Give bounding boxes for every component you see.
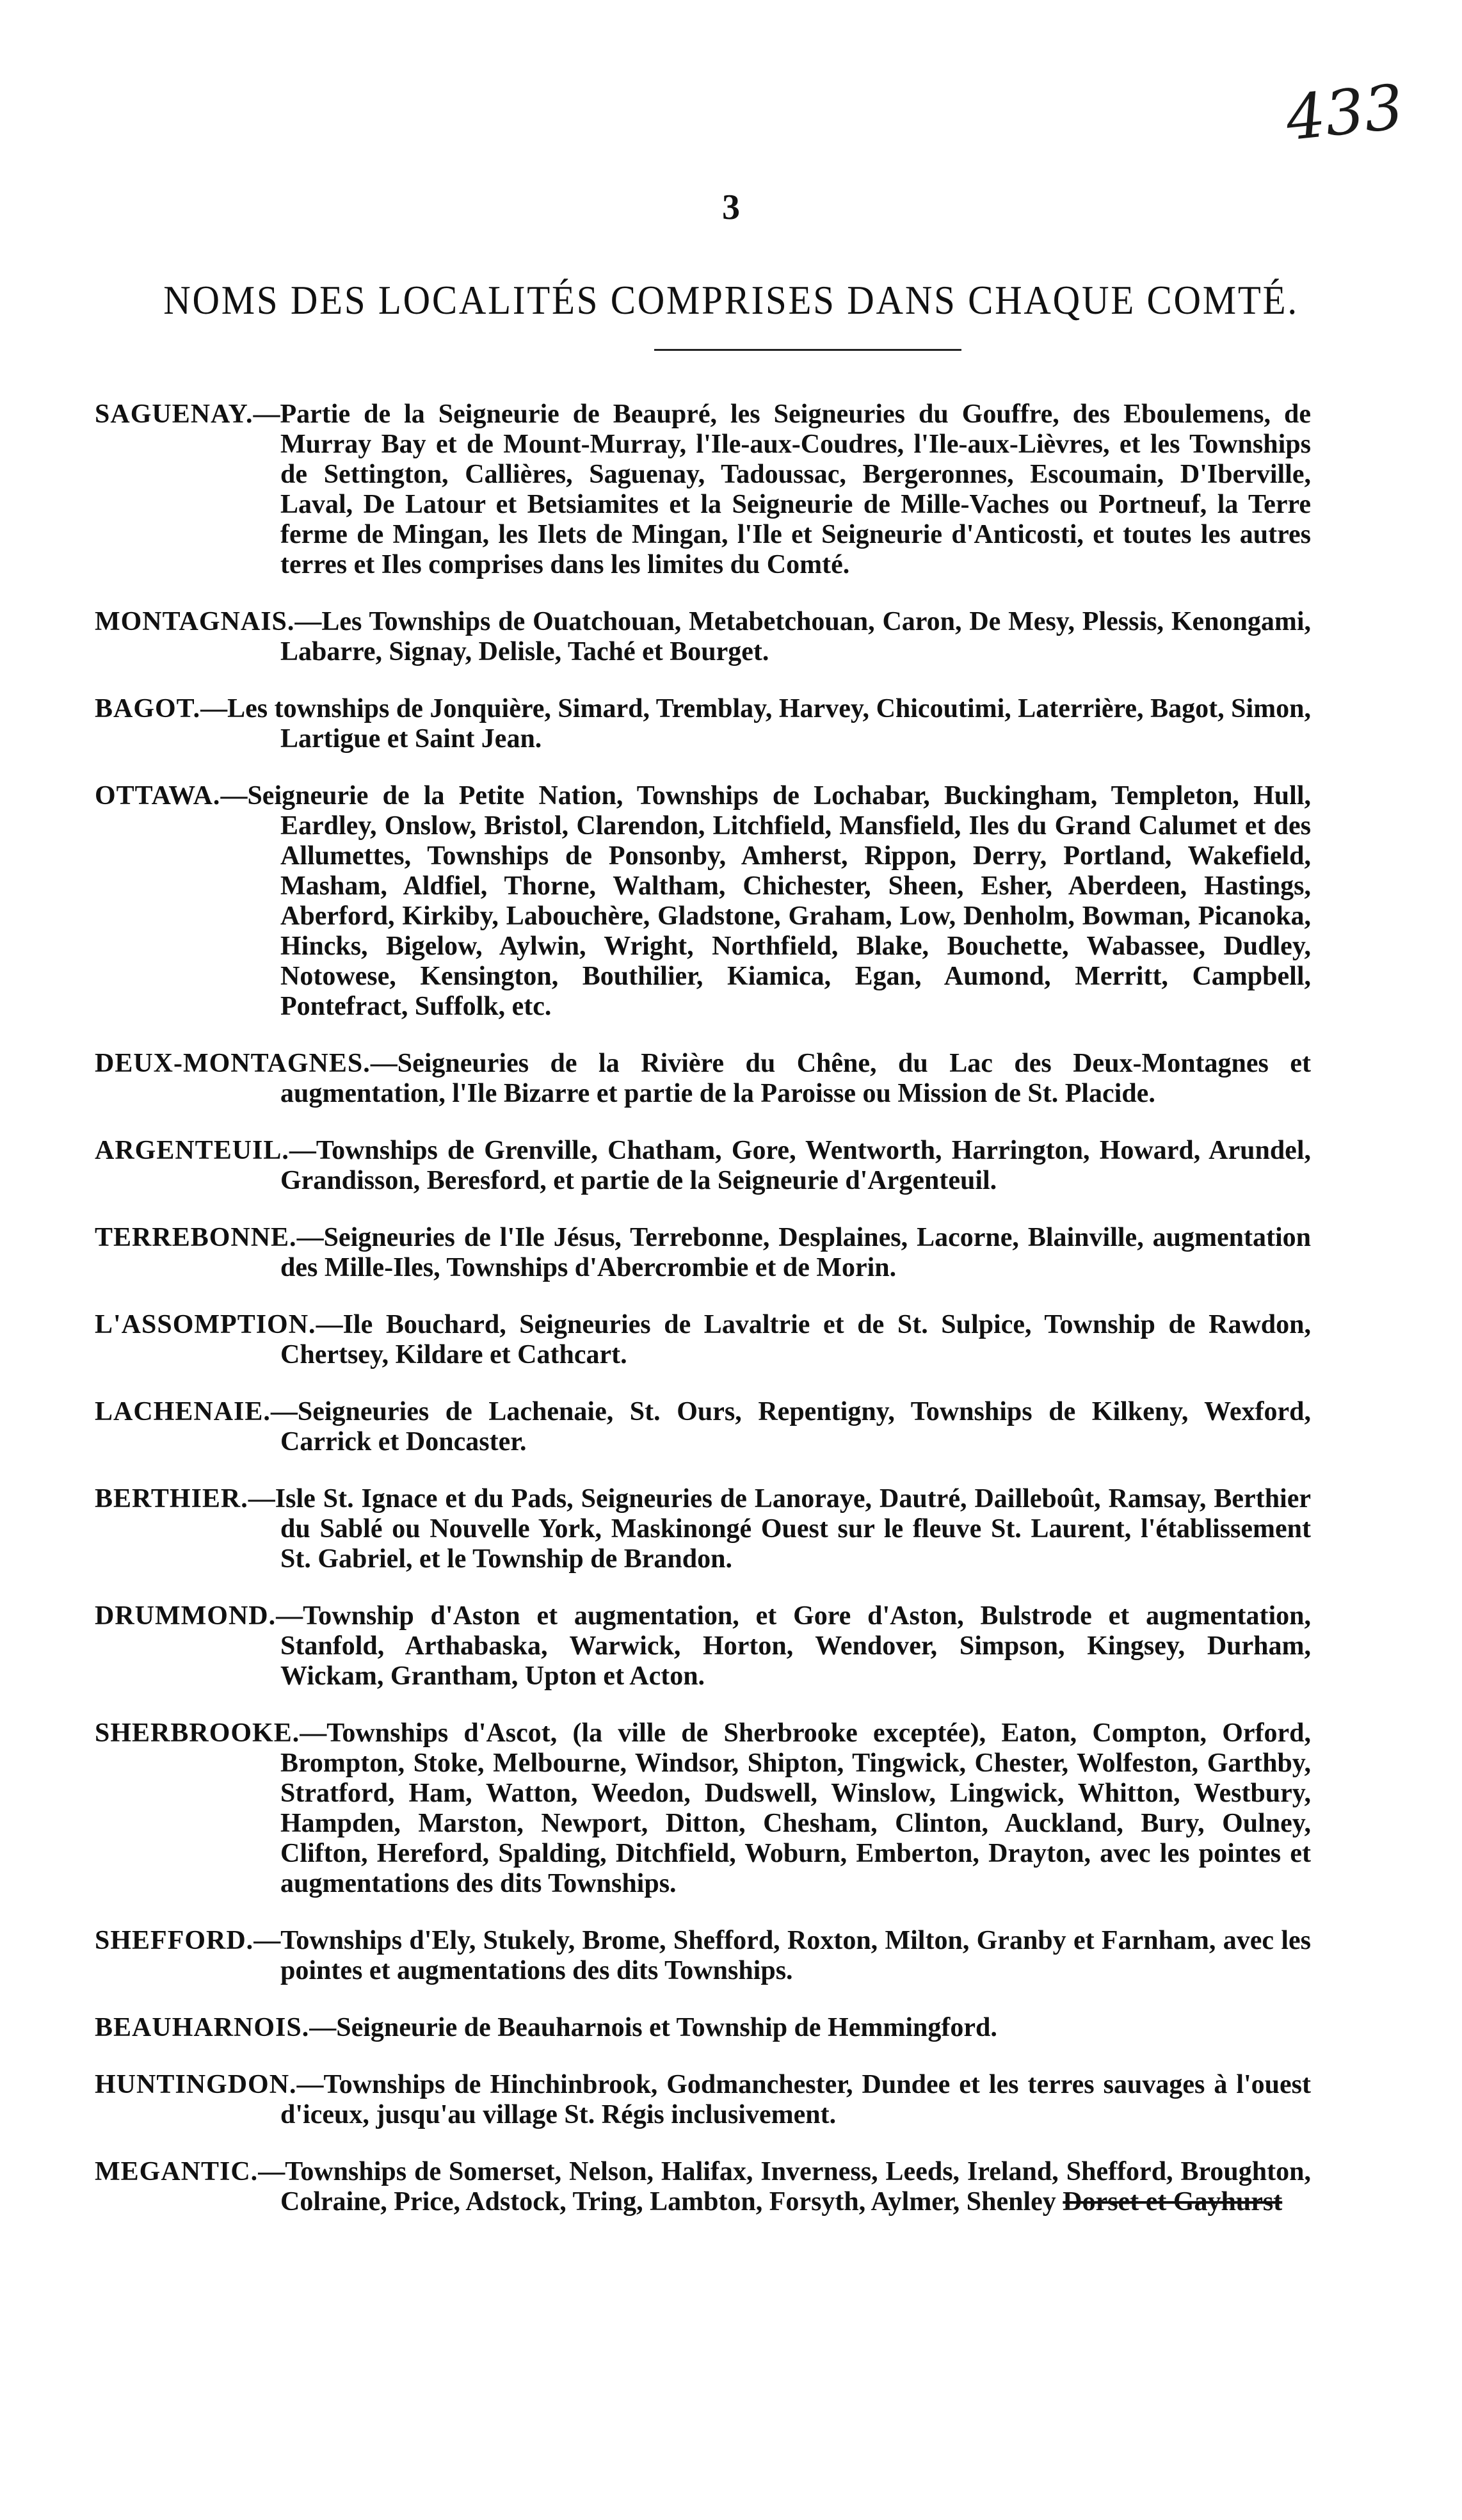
county-name: TERREBONNE. <box>95 1223 297 1252</box>
county-name: MEGANTIC. <box>95 2157 259 2186</box>
county-localities: —Les townships de Jonquière, Simard, Tremblay, Harvey, Chicoutimi, Laterrière, Bagot, Simon, Lartigue et Saint Jean. <box>200 694 1311 754</box>
title-rule <box>654 349 961 351</box>
county-name: SAGUENAY. <box>95 400 253 429</box>
county-list <box>95 373 1311 2238</box>
county-name: SHEFFORD. <box>95 1926 254 1955</box>
county-localities: —Les Townships de Ouatchouan, Metabetchouan, Caron, De Mesy, Plessis, Kenongami, Labarre, Signay, Delisle, Taché et Bourget. <box>280 607 1311 666</box>
county-localities: —Seigneurie de la Petite Nation, Townships de Lochabar, Buckingham, Templeton, Hull, Eardley, Onslow, Bristol, Clarendon, Litchfield, Mansfield, Iles du Grand Calumet et des Allumettes, Townships de Ponsonby, Amherst, Rippon, Derry, Portland, Wakefield, Masham, Aldfiel, Thorne, Waltham, Chichester, Sheen, Esher, Aberdeen, Hastings, Aberford, Kirkiby, Labouchère, Gladstone, Graham, Low, Denholm, Bowman, Picanoka, Hincks, Bigelow, Aylwin, Wright, Northfield, Blake, Bouchette, Wabassee, Dudley, Notowese, Kensington, Bouthilier, Kiamica, Egan, Aumond, Merritt, Campbell, Pontefract, Suffolk, etc. <box>220 781 1311 1021</box>
entry-ottawa <box>95 781 1311 1022</box>
county-name: LACHENAIE. <box>95 1397 271 1426</box>
entry-lassomption <box>95 1310 1311 1370</box>
entry-argenteuil <box>95 1136 1311 1196</box>
entry-shefford <box>95 1926 1311 1986</box>
page-number: 3 <box>722 188 740 227</box>
county-name: DEUX-MONTAGNES. <box>95 1049 371 1078</box>
county-localities: —Seigneuries de la Rivière du Chêne, du Lac des Deux-Montagnes et augmentation, l'Ile Bizarre et partie de la Paroisse ou Mission de St. Placide. <box>280 1049 1311 1108</box>
entry-terrebonne <box>95 1223 1311 1283</box>
entry-lachenaie <box>95 1397 1311 1457</box>
county-localities: —Townships de Somerset, Nelson, Halifax, Inverness, Leeds, Ireland, Shefford, Broughton, Colraine, Price, Adstock, Tring, Lambton, Forsyth, Aylmer, Shenley <box>258 2157 1311 2217</box>
county-localities: —Ile Bouchard, Seigneuries de Lavaltrie et de St. Sulpice, Township de Rawdon, Chertsey, Kildare et Cathcart. <box>280 1310 1311 1369</box>
entry-huntingdon <box>95 2070 1311 2130</box>
page-title: NOMS DES LOCALITÉS COMPRISES DANS CHAQUE COMTÉ. <box>163 277 1299 323</box>
county-localities: —Seigneuries de l'Ile Jésus, Terrebonne, Desplaines, Lacorne, Blainville, augmentation des Mille-Iles, Townships d'Abercrombie et de Morin. <box>280 1223 1311 1282</box>
county-localities: —Seigneurie de Beauharnois et Township de Hemmingford. <box>309 2013 997 2042</box>
county-name: HUNTINGDON. <box>95 2070 297 2099</box>
entry-saguenay <box>95 400 1311 580</box>
struck-through-text: Dorset et Gayhurst <box>1063 2187 1283 2217</box>
county-name: MONTAGNAIS. <box>95 607 295 636</box>
county-localities: —Seigneuries de Lachenaie, St. Ours, Repentigny, Townships de Kilkeny, Wexford, Carrick et Doncaster. <box>270 1397 1311 1457</box>
county-name: ARGENTEUIL. <box>95 1136 289 1165</box>
folio-number: 433 <box>1282 70 1407 155</box>
entry-deux-montagnes <box>95 1049 1311 1109</box>
county-name: BERTHIER. <box>95 1484 248 1514</box>
county-localities: —Partie de la Seigneurie de Beaupré, les Seigneuries du Gouffre, des Eboulemens, de Murray Bay et de Mount-Murray, l'Ile-aux-Coudres, l'Ile-aux-Lièvres, et les Townships de Settington, Callières, Saguenay, Tadoussac, Bergeronnes, Escoumain, D'Iberville, Laval, De Latour et Betsiamites et la Seigneurie de Mille-Vaches ou Portneuf, la Terre ferme de Mingan, les Ilets de Mingan, l'Ile et Seigneurie d'Anticosti, et toutes les autres terres et Iles comprises dans les limites du Comté. <box>253 400 1311 579</box>
entry-berthier <box>95 1484 1311 1574</box>
county-name: OTTAWA. <box>95 781 221 811</box>
county-name: BAGOT. <box>95 694 201 723</box>
county-localities: —Township d'Aston et augmentation, et Gore d'Aston, Bulstrode et augmentation, Stanfold, Arthabaska, Warwick, Horton, Wendover, Simpson, Kingsey, Durham, Wickam, Grantham, Upton et Acton. <box>276 1601 1311 1691</box>
county-name: BEAUHARNOIS. <box>95 2013 310 2042</box>
entry-beauharnois <box>95 2013 1311 2043</box>
county-localities: —Townships de Grenville, Chatham, Gore, Wentworth, Harrington, Howard, Arundel, Grandisson, Beresford, et partie de la Seigneurie d'Argenteuil. <box>280 1136 1311 1195</box>
entry-drummond <box>95 1601 1311 1692</box>
entry-montagnais <box>95 607 1311 667</box>
entry-megantic <box>95 2157 1311 2217</box>
county-name: SHERBROOKE. <box>95 1718 300 1748</box>
county-localities: —Townships de Hinchinbrook, Godmanchester, Dundee et les terres sauvages à l'ouest d'iceux, jusqu'au village St. Régis inclusivement. <box>280 2070 1311 2129</box>
county-name: L'ASSOMPTION. <box>95 1310 316 1339</box>
county-localities: —Townships d'Ascot, (la ville de Sherbrooke exceptée), Eaton, Compton, Orford, Brompton, Stoke, Melbourne, Windsor, Shipton, Tingwick, Chester, Wolfeston, Garthby, Stratford, Ham, Watton, Weedon, Dudswell, Winslow, Lingwick, Whitton, Westbury, Hampden, Marston, Newport, Ditton, Chesham, Clinton, Auckland, Bury, Oulney, Clifton, Hereford, Spalding, Ditchfield, Woburn, Emberton, Drayton, avec les pointes et augmentations des dits Townships. <box>280 1718 1311 1898</box>
county-name: DRUMMOND. <box>95 1601 277 1631</box>
county-localities: —Isle St. Ignace et du Pads, Seigneuries de Lanoraye, Dautré, Dailleboût, Ramsay, Berthier du Sablé ou Nouvelle York, Maskinongé Ouest sur le fleuve St. Laurent, l'établissement St. Gabriel, et le Township de Brandon. <box>248 1484 1311 1574</box>
entry-bagot <box>95 694 1311 754</box>
county-localities: —Townships d'Ely, Stukely, Brome, Shefford, Roxton, Milton, Granby et Farnham, avec les pointes et augmentations des dits Townships. <box>253 1926 1311 1985</box>
entry-sherbrooke <box>95 1718 1311 1899</box>
